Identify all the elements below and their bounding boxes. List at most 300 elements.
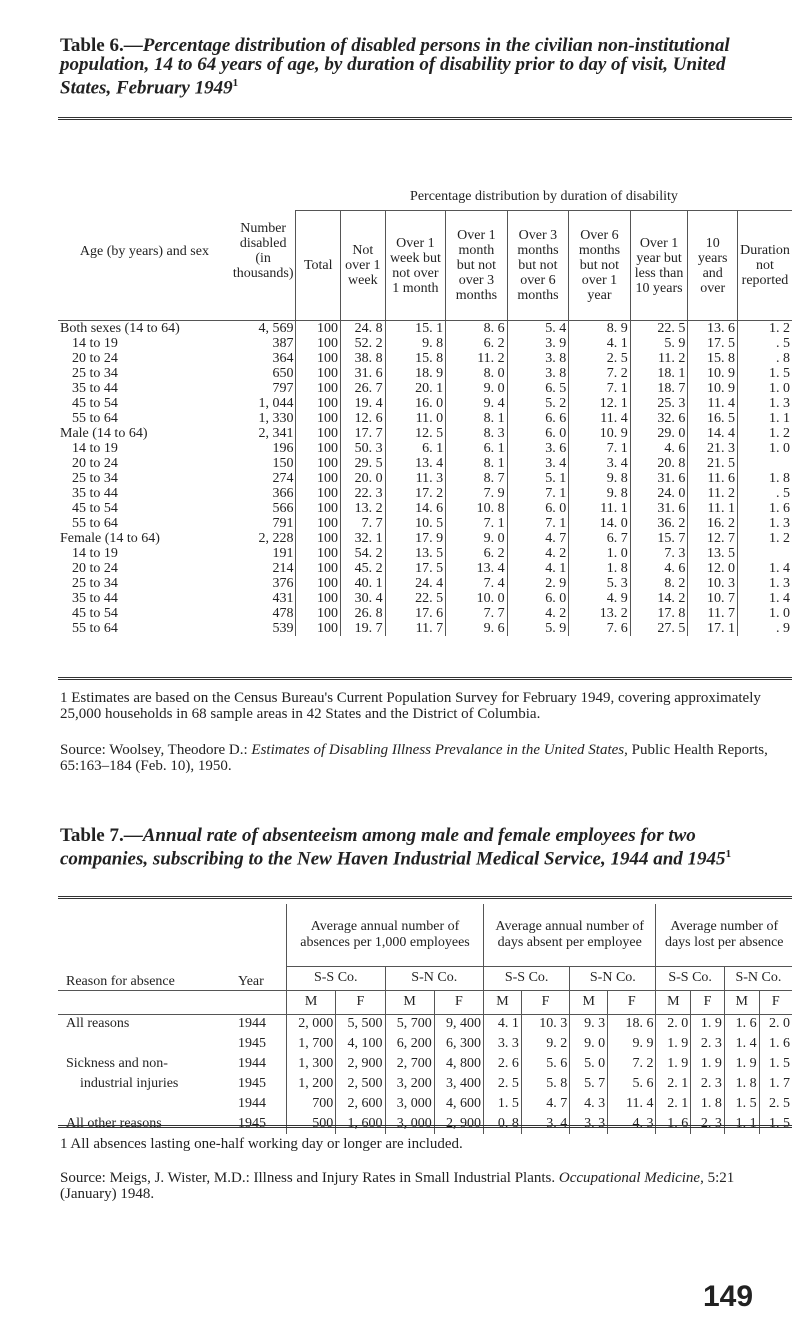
table7-cell: 2, 700 — [385, 1054, 434, 1074]
table6-cell: 9. 6 — [446, 621, 508, 636]
table7-header-female: F — [608, 990, 656, 1014]
table7-header-sn-3: S-N Co. — [724, 966, 792, 990]
table6-cell: 11. 2 — [630, 351, 688, 366]
table7-cell: 2. 3 — [691, 1114, 725, 1134]
table7-cell: 2. 5 — [484, 1074, 522, 1094]
table6-cell: 17. 5 — [385, 561, 446, 576]
table6-cell: 1. 4 — [737, 561, 792, 576]
table7-header-sn-2: S-N Co. — [570, 966, 656, 990]
table6-cell: 10. 5 — [385, 516, 446, 531]
table6-cell: 100 — [296, 381, 341, 396]
table7-cell: 1, 700 — [287, 1034, 336, 1054]
table7-header-avg-days: Average annual number of days absent per employee — [484, 904, 656, 966]
table6-cell: 4. 7 — [507, 531, 569, 546]
table6-cell: 100 — [296, 411, 341, 426]
table6-row-label: 45 to 54 — [72, 396, 118, 411]
table6-cell: 17. 7 — [340, 426, 385, 441]
table6-cell: 17. 5 — [688, 336, 738, 351]
table7-cell: 11. 4 — [608, 1094, 656, 1114]
table6-cell: 11. 4 — [688, 396, 738, 411]
table6-row — [58, 561, 792, 576]
table7-cell: 4. 3 — [608, 1114, 656, 1134]
table6-row — [58, 591, 792, 606]
table7-cell: 2. 3 — [691, 1034, 725, 1054]
table6-cell: 100 — [296, 471, 341, 486]
table6-cell: 7. 3 — [630, 546, 688, 561]
table6-cell: . 8 — [737, 351, 792, 366]
table6-row — [58, 486, 792, 501]
table7-cell: 1. 6 — [656, 1114, 691, 1134]
table6-row-label: 45 to 54 — [72, 606, 118, 621]
table7-cell: 18. 6 — [608, 1014, 656, 1034]
table6-cell: 11. 1 — [569, 501, 631, 516]
table6-cell: 196 — [272, 441, 294, 456]
table6-cell: . 5 — [737, 336, 792, 351]
table6-cell: 2, 228 — [258, 531, 294, 546]
table6-footnote: 1 Estimates are based on the Census Bureau's Current Population Survey for February 1949, covering approximately 25,000 households in 68 sample areas in 42 States and the District of Columbia. — [60, 690, 761, 722]
table6-cell: 1. 3 — [737, 516, 792, 531]
table6-cell: . 9 — [737, 621, 792, 636]
table6 — [58, 182, 792, 636]
table6-cell: 6. 6 — [507, 411, 569, 426]
table6-row — [58, 621, 792, 636]
table6-cell: 1. 2 — [737, 321, 792, 337]
table6-row-label: 14 to 19 — [72, 336, 118, 351]
table6-cell: 9. 8 — [569, 486, 631, 501]
table6-cell: 10. 7 — [688, 591, 738, 606]
table7-header-year: Year — [238, 973, 264, 989]
table6-header-m3: Over 3 months but not over 6 months — [507, 211, 569, 321]
table7-cell: 5. 6 — [608, 1074, 656, 1094]
table6-cell: 10. 0 — [446, 591, 508, 606]
table6-cell: 8. 2 — [630, 576, 688, 591]
table6-cell: 31. 6 — [340, 366, 385, 381]
table6-cell: 24. 4 — [385, 576, 446, 591]
table7-cell: 5. 0 — [570, 1054, 608, 1074]
table7-row — [58, 1114, 792, 1134]
table6-cell: 4, 569 — [258, 321, 294, 336]
table6-cell: 26. 7 — [340, 381, 385, 396]
table7-cell: 1. 6 — [724, 1014, 759, 1034]
table7-row-reason: Sickness and non- — [66, 1056, 168, 1071]
table7-cell: 0. 8 — [484, 1114, 522, 1134]
table6-cell: 650 — [272, 366, 294, 381]
table7-cell: 2. 0 — [759, 1014, 792, 1034]
table6-cell: 11. 2 — [688, 486, 738, 501]
table6-row — [58, 471, 792, 486]
table7-cell: 1, 200 — [287, 1074, 336, 1094]
table6-cell: 20. 8 — [630, 456, 688, 471]
table6-cell: 18. 7 — [630, 381, 688, 396]
table6-row — [58, 456, 792, 471]
table6-header-m1: Over 1 month but not over 3 months — [446, 211, 508, 321]
table6-cell: 16. 5 — [688, 411, 738, 426]
table6-cell: 100 — [296, 426, 341, 441]
table6-cell: 4. 6 — [630, 441, 688, 456]
table6-cell: 100 — [296, 351, 341, 366]
table6-cell: 6. 0 — [507, 501, 569, 516]
table6-cell: 14. 4 — [688, 426, 738, 441]
table6-cell: 1. 6 — [737, 501, 792, 516]
table6-row-label: 14 to 19 — [72, 546, 118, 561]
table6-cell: 17. 6 — [385, 606, 446, 621]
table7-cell: 6, 300 — [434, 1034, 483, 1054]
table7-bottom-rule — [58, 1125, 792, 1128]
table6-row — [58, 516, 792, 531]
table6-cell: 3. 8 — [507, 351, 569, 366]
table6-cell: 4. 6 — [630, 561, 688, 576]
table6-row-label: 35 to 44 — [72, 381, 118, 396]
table6-cell: 21. 5 — [688, 456, 738, 471]
table6-cell: 6. 1 — [446, 441, 508, 456]
table6-cell: 100 — [296, 321, 341, 337]
table6-bottom-rule — [58, 677, 792, 680]
table6-cell: 26. 8 — [340, 606, 385, 621]
table6-row — [58, 366, 792, 381]
table6-cell: 100 — [296, 396, 341, 411]
table7-cell: 1. 9 — [691, 1054, 725, 1074]
table7-row-reason: All reasons — [66, 1016, 130, 1032]
table7-row-reason: All other reasons — [66, 1116, 162, 1131]
table6-header-y1: Over 1 year but less than 10 years — [630, 211, 688, 321]
table6-cell: 5. 2 — [507, 396, 569, 411]
table6-cell: 7. 9 — [446, 486, 508, 501]
table6-cell: 1, 044 — [258, 396, 294, 411]
table6-title-text: Percentage distribution of disabled persons in the civilian non-institutional population, 14 to 64 years of age, by duration of disability prior to day of visit, United States, February 1949 — [60, 35, 730, 99]
table7-footnote: 1 All absences lasting one-half working day or longer are included. — [60, 1136, 463, 1152]
table6-title-footnote-mark: 1 — [232, 77, 239, 89]
table6-cell: 2. 9 — [507, 576, 569, 591]
table6-cell: 6. 0 — [507, 591, 569, 606]
table6-cell: 1. 4 — [737, 591, 792, 606]
table6-row-label: 35 to 44 — [72, 591, 118, 606]
table6-cell: 100 — [296, 501, 341, 516]
table7-header-female: F — [691, 990, 725, 1014]
table6-cell: 3. 8 — [507, 366, 569, 381]
table6-row — [58, 396, 792, 411]
table6-cell: 1, 330 — [258, 411, 294, 426]
table6-row-label: Both sexes (14 to 64) — [60, 321, 180, 336]
table6-cell: 31. 6 — [630, 471, 688, 486]
table6-cell: 17. 9 — [385, 531, 446, 546]
table7-title-footnote-mark: 1 — [725, 848, 732, 860]
table6-cell: 6. 1 — [385, 441, 446, 456]
table7-cell: 3. 3 — [570, 1114, 608, 1134]
table6-cell: 13. 2 — [340, 501, 385, 516]
table7-row-year: 1944 — [238, 1096, 266, 1111]
table6-cell: 100 — [296, 561, 341, 576]
table6-cell: 11. 4 — [569, 411, 631, 426]
table6-cell: 22. 3 — [340, 486, 385, 501]
table6-row-label: 55 to 64 — [72, 411, 118, 426]
table6-cell: 12. 0 — [688, 561, 738, 576]
table6-cell: 13. 5 — [385, 546, 446, 561]
table6-cell: 1. 1 — [737, 411, 792, 426]
table6-cell: 5. 9 — [630, 336, 688, 351]
table7-cell: 1. 9 — [691, 1014, 725, 1034]
table6-cell: 100 — [296, 576, 341, 591]
table7-header-female: F — [521, 990, 569, 1014]
table6-cell: 11. 3 — [385, 471, 446, 486]
table6-cell: 15. 8 — [688, 351, 738, 366]
table6-cell: 24. 8 — [340, 321, 385, 337]
table7-source-journal: Occupational Medicine — [558, 1170, 701, 1186]
table7-cell: 2, 500 — [336, 1074, 385, 1094]
table7-cell: 4. 1 — [484, 1014, 522, 1034]
table6-cell: 3. 4 — [507, 456, 569, 471]
table6-cell: 50. 3 — [340, 441, 385, 456]
table6-cell: 539 — [272, 621, 294, 636]
table6-cell: 29. 0 — [630, 426, 688, 441]
table6-cell: 1. 5 — [737, 366, 792, 381]
table6-cell: 8. 6 — [446, 321, 508, 337]
table6-cell: 15. 8 — [385, 351, 446, 366]
table6-cell: 4. 9 — [569, 591, 631, 606]
table6-cell: 1. 8 — [737, 471, 792, 486]
table6-cell: 4. 2 — [507, 606, 569, 621]
table7-header-male: M — [724, 990, 759, 1014]
table6-source-prefix: Source: Woolsey, Theodore D.: — [60, 742, 252, 758]
table7-title-prefix: Table 7.— — [60, 825, 143, 846]
table6-row-label: 55 to 64 — [72, 621, 118, 636]
table6-cell: 478 — [272, 606, 294, 621]
table6-cell: 8. 1 — [446, 411, 508, 426]
table6-row — [58, 336, 792, 351]
table7-cell: 9. 9 — [608, 1034, 656, 1054]
table7-header-male: M — [484, 990, 522, 1014]
table7-title-text: Annual rate of absenteeism among male and female employees for two companies, subscribing to the New Haven Industrial Medical Service, 1944 and 1945 — [60, 825, 726, 870]
table7-header-female: F — [759, 990, 792, 1014]
table6-cell: 13. 6 — [688, 321, 738, 337]
table7-cell: 1. 4 — [724, 1034, 759, 1054]
table6-cell: 1. 2 — [737, 426, 792, 441]
table7-row — [58, 1074, 792, 1094]
table6-header-y10: 10 years and over — [688, 211, 738, 321]
table6-cell: 5. 3 — [569, 576, 631, 591]
table6-row — [58, 606, 792, 621]
table6-cell: 100 — [296, 366, 341, 381]
table7-cell: 3. 3 — [484, 1034, 522, 1054]
table6-cell: 7. 4 — [446, 576, 508, 591]
table7-cell: 2. 3 — [691, 1074, 725, 1094]
table7-cell: 4, 600 — [434, 1094, 483, 1114]
table6-cell: 20. 0 — [340, 471, 385, 486]
table7-source-suffix: , 5:21 (January) 1948. — [60, 1170, 735, 1202]
table6-cell: 7. 6 — [569, 621, 631, 636]
table6-cell: 431 — [272, 591, 294, 606]
table6-cell: 1. 2 — [737, 531, 792, 546]
table6-cell: 10. 9 — [688, 381, 738, 396]
table6-cell: 791 — [272, 516, 294, 531]
table6-cell: 32. 6 — [630, 411, 688, 426]
table7-row — [58, 1094, 792, 1114]
table7-title — [60, 826, 780, 868]
table7-cell: 1. 6 — [759, 1034, 792, 1054]
table6-header-age: Age (by years) and sex — [79, 243, 209, 259]
table6-cell: 4. 2 — [507, 546, 569, 561]
table7-header-avg-absences: Average annual number of absences per 1,000 employees — [287, 904, 484, 966]
table6-source-suffix: , Public Health Reports, 65:163–184 (Feb. 10), 1950. — [60, 742, 768, 774]
table6-row — [58, 426, 792, 441]
table6-cell: 6. 0 — [507, 426, 569, 441]
table6-cell: 12. 5 — [385, 426, 446, 441]
table7-header-male: M — [656, 990, 691, 1014]
table6-cell: 6. 7 — [569, 531, 631, 546]
table6-cell: 11. 6 — [688, 471, 738, 486]
table6-cell: 13. 5 — [688, 546, 738, 561]
table6-cell: 18. 9 — [385, 366, 446, 381]
table6-cell: 364 — [272, 351, 294, 366]
table6-header-w1: Over 1 week but not over 1 month — [385, 211, 446, 321]
table6-cell: 10. 9 — [688, 366, 738, 381]
table6-cell: 19. 4 — [340, 396, 385, 411]
table6-cell: 16. 2 — [688, 516, 738, 531]
table6-cell: 1. 0 — [737, 381, 792, 396]
table7-source-prefix: Source: Meigs, J. Wister, M.D.: Illness and Injury Rates in Small Industrial Plants. — [60, 1170, 559, 1186]
table6-cell: 150 — [272, 456, 294, 471]
table6-cell: 1. 8 — [569, 561, 631, 576]
table6-cell: 3. 9 — [507, 336, 569, 351]
table7-cell: 2, 000 — [287, 1014, 336, 1034]
table7-header-avg-lost: Average number of days lost per absence — [656, 904, 792, 966]
table7-header-male: M — [287, 990, 336, 1014]
table6-title — [60, 36, 780, 97]
table6-cell: 7. 7 — [340, 516, 385, 531]
table7-cell: 1. 7 — [759, 1074, 792, 1094]
table7-cell: 5, 500 — [336, 1014, 385, 1034]
table6-cell: 13. 4 — [385, 456, 446, 471]
table7-cell: 1, 600 — [336, 1114, 385, 1134]
table6-cell: 191 — [272, 546, 294, 561]
table6-cell: 29. 5 — [340, 456, 385, 471]
table6-cell: 797 — [272, 381, 294, 396]
table6-cell: 11. 2 — [446, 351, 508, 366]
table6-cell: 17. 8 — [630, 606, 688, 621]
table7-row-year: 1945 — [238, 1076, 266, 1091]
table6-cell: 8. 9 — [569, 321, 631, 337]
table7-source — [60, 1170, 790, 1202]
table6-cell: 22. 5 — [385, 591, 446, 606]
table6-cell: 1. 0 — [737, 441, 792, 456]
table6-cell: 32. 1 — [340, 531, 385, 546]
table6-cell: 24. 0 — [630, 486, 688, 501]
table6-cell: 9. 8 — [385, 336, 446, 351]
table6-cell: 7. 1 — [569, 381, 631, 396]
table7-cell: 1, 300 — [287, 1054, 336, 1074]
table7-cell: 4, 800 — [434, 1054, 483, 1074]
table7-row — [58, 1054, 792, 1074]
table7-header-ss-3: S-S Co. — [656, 966, 724, 990]
table6-cell: 100 — [296, 546, 341, 561]
table6-cell: 12. 1 — [569, 396, 631, 411]
table6-cell: . 5 — [737, 486, 792, 501]
table6-cell: 100 — [296, 621, 341, 636]
table6-cell: 274 — [272, 471, 294, 486]
table6-cell: 1. 3 — [737, 576, 792, 591]
table6-cell: 12. 6 — [340, 411, 385, 426]
table6-row-label: 25 to 34 — [72, 471, 118, 486]
table6-cell: 7. 1 — [507, 516, 569, 531]
table6-cell: 18. 1 — [630, 366, 688, 381]
table7-row-year: 1944 — [238, 1056, 266, 1071]
table6-cell: 8. 7 — [446, 471, 508, 486]
table7-cell: 2, 900 — [336, 1054, 385, 1074]
table6-cell: 54. 2 — [340, 546, 385, 561]
table7-cell: 1. 1 — [724, 1114, 759, 1134]
table7-header-male: M — [385, 990, 434, 1014]
table6-cell: 1. 0 — [737, 606, 792, 621]
table6-cell: 9. 0 — [446, 381, 508, 396]
table6-row-label: 45 to 54 — [72, 501, 118, 516]
table6-row-label: 20 to 24 — [72, 351, 118, 366]
table6-cell — [737, 546, 792, 561]
table6-cell: 25. 3 — [630, 396, 688, 411]
table7-row — [58, 1014, 792, 1034]
table6-row-label: Female (14 to 64) — [60, 531, 160, 546]
table6-cell: 9. 8 — [569, 471, 631, 486]
table6-cell: 11. 0 — [385, 411, 446, 426]
table7-cell: 500 — [287, 1114, 336, 1134]
table7-cell: 2, 900 — [434, 1114, 483, 1134]
table7-cell: 9. 2 — [521, 1034, 569, 1054]
table6-cell: 10. 8 — [446, 501, 508, 516]
table6-cell: 100 — [296, 531, 341, 546]
table6-cell: 7. 1 — [569, 441, 631, 456]
table7-cell: 1. 9 — [656, 1054, 691, 1074]
table7-row-year: 1944 — [238, 1016, 266, 1032]
table7-cell: 5, 700 — [385, 1014, 434, 1034]
table6-header-not-over: Not over 1 week — [340, 211, 385, 321]
table7-cell: 5. 7 — [570, 1074, 608, 1094]
table7-cell: 1. 8 — [691, 1094, 725, 1114]
table6-cell: 6. 5 — [507, 381, 569, 396]
table6-row — [58, 381, 792, 396]
table6-cell: 14. 6 — [385, 501, 446, 516]
table7-cell: 4. 3 — [570, 1094, 608, 1114]
table6-cell: 100 — [296, 456, 341, 471]
table6-cell: 17. 1 — [688, 621, 738, 636]
table6-cell: 5. 4 — [507, 321, 569, 337]
table6-cell: 366 — [272, 486, 294, 501]
table6-row — [58, 501, 792, 516]
table7-cell: 2, 600 — [336, 1094, 385, 1114]
table6-cell: 7. 7 — [446, 606, 508, 621]
table6-header-not-reported: Duration not reported — [737, 211, 792, 321]
table6-cell: 100 — [296, 441, 341, 456]
table6-row-label: 20 to 24 — [72, 456, 118, 471]
table6-cell: 11. 7 — [385, 621, 446, 636]
table7-cell: 1. 5 — [484, 1094, 522, 1114]
table7-cell: 2. 0 — [656, 1014, 691, 1034]
table6-cell: 14. 2 — [630, 591, 688, 606]
table6-cell: 1. 3 — [737, 396, 792, 411]
table6-source-title: Estimates of Disabling Illness Prevalance in the United States — [251, 742, 625, 758]
table6-cell: 12. 7 — [688, 531, 738, 546]
table6-row-label: Male (14 to 64) — [60, 426, 148, 441]
table7-cell: 5. 8 — [521, 1074, 569, 1094]
table7-cell: 7. 2 — [608, 1054, 656, 1074]
table6-row — [58, 546, 792, 561]
table7-cell: 10. 3 — [521, 1014, 569, 1034]
table7-cell: 9, 400 — [434, 1014, 483, 1034]
table6-cell: 100 — [296, 516, 341, 531]
table6-cell: 10. 3 — [688, 576, 738, 591]
table7-cell: 3. 4 — [521, 1114, 569, 1134]
table6-cell: 17. 2 — [385, 486, 446, 501]
table6-cell: 15. 7 — [630, 531, 688, 546]
table7-cell: 5. 6 — [521, 1054, 569, 1074]
table6-row-label: 55 to 64 — [72, 516, 118, 531]
